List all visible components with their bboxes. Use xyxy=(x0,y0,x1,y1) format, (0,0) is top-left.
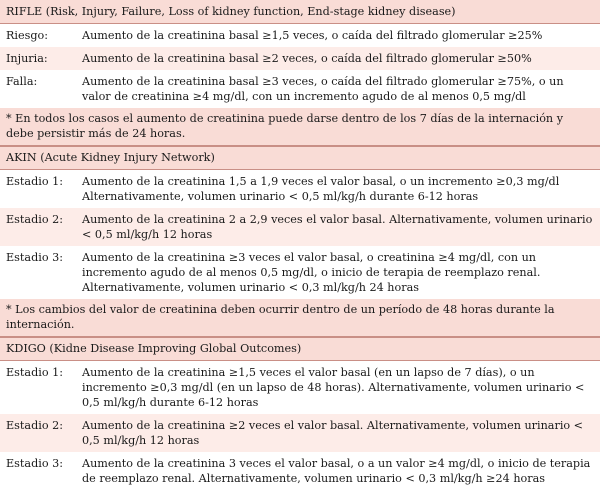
table-row xyxy=(0,452,600,490)
row-text: Aumento de la creatinina 3 veces el valor basal, o a un valor ≥4 mg/dl, o inicio de terapia de reemplazo renal. Alternativamente, volumen urinario < 0,3 ml/kg/h ≥24 horas xyxy=(82,457,591,485)
row-label: Estadio 2: xyxy=(6,419,63,432)
row-text: Aumento de la creatinina basal ≥3 veces, o caída del filtrado glomerular ≥75%, o un valor de creatinina ≥4 mg/dl, con un incremento agudo de al menos 0,5 mg/dl xyxy=(82,75,564,103)
row-label: Estadio 1: xyxy=(6,175,63,188)
kdigo-header: KDIGO (Kidne Disease Improving Global Outcomes) xyxy=(0,337,600,361)
rifle-footnote: * En todos los casos el aumento de creatinina puede darse dentro de los 7 días de la internación y debe persistir más de 24 horas. xyxy=(0,108,600,146)
row-label: Estadio 1: xyxy=(6,366,63,379)
row-label: Riesgo: xyxy=(6,29,49,42)
row-text: Aumento de la creatinina basal ≥2 veces, o caída del filtrado glomerular ≥50% xyxy=(82,52,532,65)
row-text: Aumento de la creatinina ≥3 veces el valor basal, o creatinina ≥4 mg/dl, con un incremento agudo de al menos 0,5 mg/dl, o inicio de terapia de reemplazo renal. Alternativamente, volumen urinario < 0,3 ml/kg/h 24 horas xyxy=(82,251,541,294)
row-label: Estadio 2: xyxy=(6,213,63,226)
akin-footnote: * Los cambios del valor de creatinina deben ocurrir dentro de un período de 48 horas durante la internación. xyxy=(0,299,600,337)
table-row xyxy=(0,208,600,246)
row-label: Injuria: xyxy=(6,52,48,65)
row-label: Falla: xyxy=(6,75,38,88)
table-row xyxy=(0,361,600,414)
akin-header: AKIN (Acute Kidney Injury Network) xyxy=(0,146,600,170)
rifle-header: RIFLE (Risk, Injury, Failure, Loss of kidney function, End-stage kidney disease) xyxy=(0,0,600,24)
table-row xyxy=(0,170,600,208)
row-text: Aumento de la creatinina 2 a 2,9 veces el valor basal. Alternativamente, volumen urinario < 0,5 ml/kg/h 12 horas xyxy=(82,213,593,241)
row-text: Aumento de la creatinina ≥2 veces el valor basal. Alternativamente, volumen urinario < 0,5 ml/kg/h 12 horas xyxy=(82,419,584,447)
row-text: Aumento de la creatinina ≥1,5 veces el valor basal (en un lapso de 7 días), o un incremento ≥0,3 mg/dl (en un lapso de 48 horas). Alternativamente, volumen urinario < 0,5 ml/kg/h durante 6-12 horas xyxy=(82,366,585,409)
table-row xyxy=(0,70,600,108)
row-text: Aumento de la creatinina 1,5 a 1,9 veces el valor basal, o un incremento ≥0,3 mg/dl Alternativamente, volumen urinario < 0,5 ml/kg/h durante 6-12 horas xyxy=(82,175,560,203)
table-row xyxy=(0,246,600,299)
row-label: Estadio 3: xyxy=(6,457,63,470)
table-row xyxy=(0,24,600,47)
row-text: Aumento de la creatinina basal ≥1,5 veces, o caída del filtrado glomerular ≥25% xyxy=(82,29,543,42)
table-row xyxy=(0,47,600,70)
table-row xyxy=(0,414,600,452)
row-label: Estadio 3: xyxy=(6,251,63,264)
